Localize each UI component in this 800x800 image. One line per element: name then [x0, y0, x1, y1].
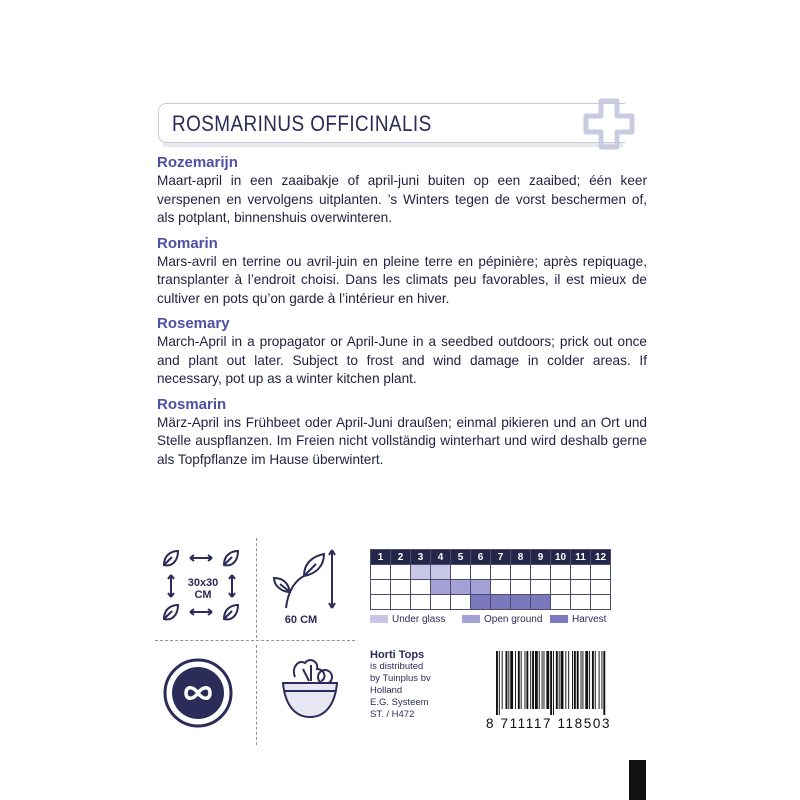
barcode-bar [521, 651, 522, 709]
month-cell: 5 [451, 550, 471, 565]
month-cell: 10 [551, 550, 571, 565]
section-german [157, 396, 647, 470]
calendar-cell [511, 580, 531, 595]
calendar-cell [591, 580, 611, 595]
calendar-cell [531, 580, 551, 595]
barcode-bar [565, 651, 566, 709]
calendar-cell [571, 565, 591, 580]
calendar-cell [511, 565, 531, 580]
barcode-bar [592, 651, 594, 709]
calendar-cell [431, 595, 451, 610]
distributor-line: E.G. Systeem [370, 697, 429, 708]
month-cell: 2 [391, 550, 411, 565]
barcode-bar [561, 651, 564, 709]
section-text: Maart-april in een zaaibakje of april-juni buiten op een zaaibed; één keer verspenen en vervolgens uitplanten. ’s Winters tegen de vorst beschermen of, als potplant, binnenshuis overwinteren. [157, 173, 647, 225]
calendar-cell [451, 565, 471, 580]
month-cell: 6 [471, 550, 491, 565]
section-text: March-April in a propagator or April-June in a seedbed outdoors; prick out once and plant out later. Subject to frost and wind damage in colder areas. If necessary, pot up as a winter kitchen plant. [157, 334, 647, 386]
barcode-bar [550, 651, 552, 715]
barcode-bar [526, 651, 528, 709]
calendar-cell [411, 565, 431, 580]
calendar-cell [551, 595, 571, 610]
barcode-bar [515, 651, 516, 709]
barcode-bar [506, 651, 508, 709]
sowing-calendar [370, 549, 611, 610]
section-text: März-April ins Frühbeet oder April-Juni draußen; einmal pikieren und an Ort und Stelle auspflanzen. Im Freien nicht vollständig winterhart und wird deshalb gerne als Topfpflanze im Hause überwintert. [157, 414, 647, 467]
distributor-line: ST. / H472 [370, 709, 415, 720]
barcode-bar [568, 651, 569, 709]
calendar-row-under-glass [371, 565, 611, 580]
calendar-cell [451, 595, 471, 610]
legend-open-ground [462, 614, 542, 625]
month-cell: 8 [511, 550, 531, 565]
plant-height-icon [268, 546, 343, 612]
calendar-cell [411, 595, 431, 610]
section-text: Mars-avril en terrine ou avril-juin en pleine terre en pépinière; après repiquage, transplanter à l’endroit choisi. Dans les climats peu favorables, il est mieux de cultiver en pots qu’on garde à l’intérieur en hiver. [157, 253, 647, 306]
barcode-bar [574, 651, 576, 709]
month-cell: 1 [371, 550, 391, 565]
brand-name: Horti Tops [370, 649, 425, 661]
calendar-body [371, 565, 611, 610]
barcode-bar [556, 651, 558, 709]
barcode-bar [535, 651, 538, 709]
month-cell: 9 [531, 550, 551, 565]
legend-label: Open ground [484, 614, 543, 625]
calendar-cell [491, 580, 511, 595]
calendar-months [371, 550, 611, 565]
barcode-bar [508, 651, 509, 709]
calendar-cell [571, 595, 591, 610]
calendar-cell [371, 580, 391, 595]
barcode-bar [546, 651, 549, 709]
grid-divider [155, 640, 355, 641]
barcode-bar [510, 651, 513, 709]
calendar-cell [391, 580, 411, 595]
barcode-bar [496, 651, 498, 715]
calendar-cell [511, 595, 531, 610]
distributor-info [370, 649, 431, 721]
calendar-row-open-ground [371, 580, 611, 595]
barcode-bar [532, 651, 534, 709]
spacing-label [181, 577, 225, 601]
calendar-cell [531, 565, 551, 580]
distributor-line: Holland [370, 685, 403, 696]
barcode-number: 8 711117 118503 [486, 716, 612, 731]
section-heading: Romarin [157, 234, 218, 252]
barcode-bar [581, 651, 582, 709]
title-bar [158, 103, 625, 143]
calendar-cell [411, 580, 431, 595]
calendar-cell [571, 580, 591, 595]
section-heading: Rozemarijn [157, 154, 238, 171]
distributor-line: by Tuinplus bv [370, 673, 431, 684]
barcode-bar [559, 651, 560, 709]
section-english [157, 315, 647, 389]
month-cell: 3 [411, 550, 431, 565]
barcode-bar [585, 651, 588, 709]
plant-latin-name: ROSMARINUS OFFICINALIS [172, 111, 432, 136]
calendar-cell [551, 565, 571, 580]
calendar-cell [371, 595, 391, 610]
legend-swatch [370, 615, 388, 623]
calendar-cell [431, 565, 451, 580]
calendar-cell [391, 565, 411, 580]
section-heading: Rosemary [157, 315, 230, 332]
perennial-infinity-icon [162, 657, 234, 729]
height-label: 60 CM [284, 614, 318, 626]
barcode-bar [603, 651, 605, 715]
grid-divider [256, 538, 257, 638]
calendar-cell [491, 595, 511, 610]
month-cell: 11 [571, 550, 591, 565]
barcode-bar [572, 651, 573, 709]
grid-divider [256, 645, 257, 745]
barcode-bar [542, 651, 543, 709]
calendar-cell [391, 595, 411, 610]
harvest-basket-icon [277, 655, 343, 723]
sowing-instructions [157, 154, 647, 476]
barcode-bar [601, 651, 602, 709]
section-french [157, 235, 647, 309]
barcode-bar [599, 651, 600, 709]
calendar-cell [451, 580, 471, 595]
calendar-cell [491, 565, 511, 580]
barcode-bar [530, 651, 531, 709]
calendar-row-harvest [371, 595, 611, 610]
black-marker-bar [629, 760, 646, 800]
calendar-cell [471, 565, 491, 580]
calendar-cell [531, 595, 551, 610]
medicinal-cross-icon [582, 97, 636, 151]
calendar-cell [551, 580, 571, 595]
month-cell: 4 [431, 550, 451, 565]
barcode-bar [589, 651, 590, 709]
barcode-bar [553, 651, 554, 715]
barcode-bar [499, 651, 500, 715]
section-dutch [157, 154, 647, 228]
spacing-unit: CM [194, 589, 212, 601]
legend-harvest [550, 614, 606, 625]
section-heading: Rosmarin [157, 395, 227, 413]
barcode-bar [539, 651, 540, 709]
barcode-bar [577, 651, 579, 709]
legend-label: Harvest [572, 614, 607, 625]
calendar-cell [591, 595, 611, 610]
legend-under-glass [370, 614, 445, 625]
legend-label: Under glass [392, 614, 446, 625]
calendar-cell [431, 580, 451, 595]
month-cell: 7 [491, 550, 511, 565]
calendar-cell [591, 565, 611, 580]
barcode-bar [502, 651, 503, 709]
calendar-cell [471, 595, 491, 610]
barcode-bar [582, 651, 583, 709]
barcode-bar [518, 651, 520, 709]
calendar-cell [371, 565, 391, 580]
barcode-bar [525, 651, 526, 709]
legend-swatch [462, 615, 480, 623]
distributor-line: is distributed [370, 661, 424, 672]
month-cell: 12 [591, 550, 611, 565]
calendar-cell [471, 580, 491, 595]
legend-swatch [550, 615, 568, 623]
barcode-bar [595, 651, 596, 709]
ean-barcode [494, 651, 640, 715]
spacing-value: 30x30 [187, 577, 219, 589]
barcode-bar [544, 651, 545, 709]
